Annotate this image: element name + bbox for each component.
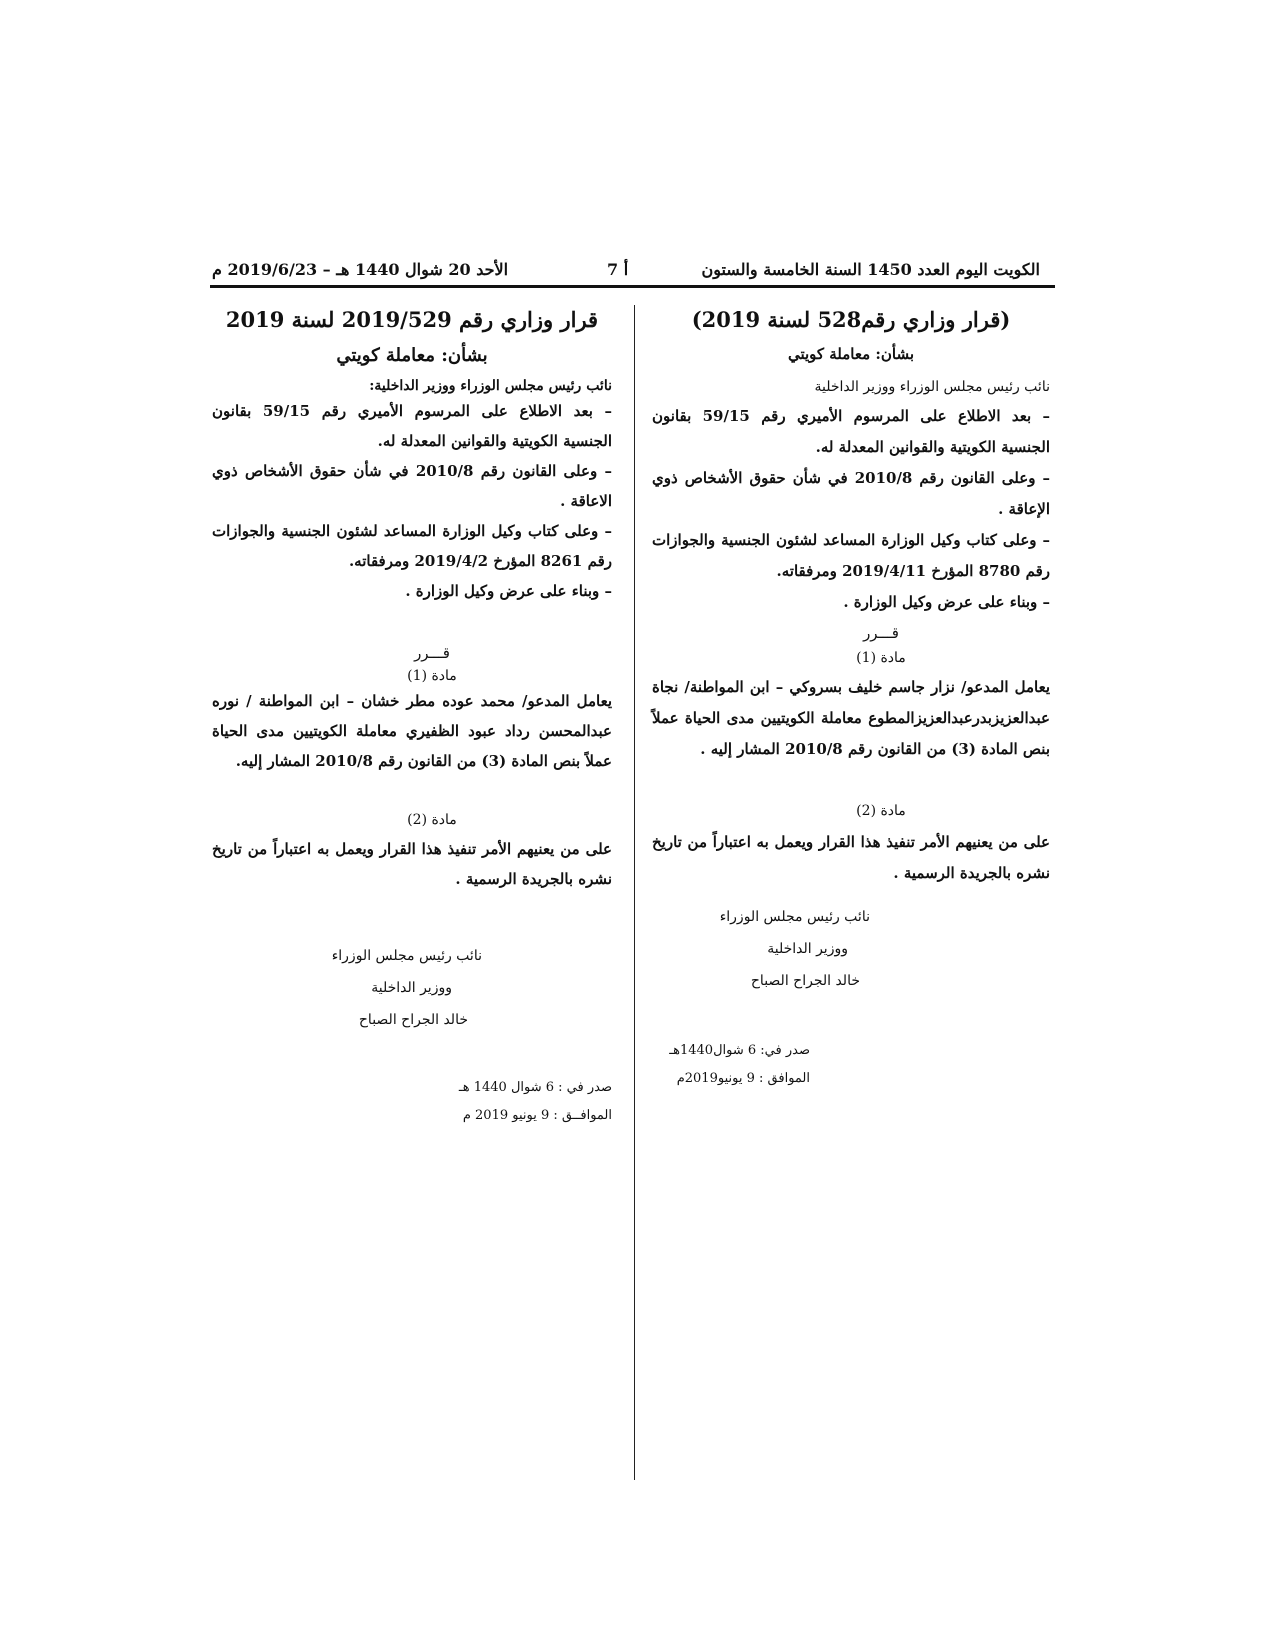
- article-2-heading: مادة (2): [407, 812, 457, 828]
- header-rule: [210, 285, 1055, 288]
- issue-date-block: [652, 1037, 1050, 1093]
- issue-date-block: [212, 1074, 612, 1130]
- preamble-item: – بعد الاطلاع على المرسوم الأميري رقم 59/15 بقانون الجنسية الكويتية والقوانين المعدلة له.: [652, 407, 1051, 456]
- decided-heading: قـــرر: [414, 644, 450, 662]
- signatory-title: ووزير الداخلية: [371, 980, 452, 996]
- preamble-item: – وبناء على عرض وكيل الوزارة .: [843, 593, 1050, 611]
- decision-subject: بشأن: معاملة كويتي: [787, 345, 915, 363]
- preamble-item: – وعلى كتاب وكيل الوزارة المساعد لشئون الجنسية والجوازات رقم 8780 المؤرخ 2019/4/11 ومرفقاته.: [652, 531, 1050, 580]
- preamble-item: – وعلى كتاب وكيل الوزارة المساعد لشئون الجنسية والجوازات رقم 8261 المؤرخ 2019/4/2 ومرفقاته.: [212, 522, 612, 570]
- issue-date-gregorian: الموافــق : 9 يونيو 2019 م: [462, 1108, 612, 1123]
- preamble-item: – وعلى القانون رقم 2010/8 في شأن حقوق الأشخاص ذوي الاعاقة .: [212, 462, 612, 510]
- issue-date-gregorian: الموافق : 9 يونيو2019م: [676, 1071, 810, 1086]
- decision-title: (قرار وزاري رقم528 لسنة 2019): [691, 307, 1011, 332]
- page-number: أ 7: [607, 260, 629, 279]
- article-1-heading: مادة (1): [407, 668, 457, 684]
- decision-title: قرار وزاري رقم 2019/529 لسنة 2019: [225, 307, 599, 332]
- signature-block: [212, 940, 612, 1036]
- signature-block: [652, 901, 1050, 997]
- decision-preamble: [212, 396, 612, 606]
- signatory-title: نائب رئيس مجلس الوزراء: [719, 909, 870, 925]
- preamble-item: – وبناء على عرض وكيل الوزارة .: [405, 582, 612, 600]
- publication-issue-label: الكويت اليوم العدد 1450 السنة الخامسة والستون: [701, 260, 1040, 279]
- decision-529-column: [212, 305, 612, 1130]
- article-1-heading: مادة (1): [856, 650, 906, 666]
- publication-date: الأحد 20 شوال 1440 هـ – 2019/6/23 م: [212, 260, 509, 279]
- signatory-title: نائب رئيس مجلس الوزراء: [331, 948, 482, 964]
- article-2-text: على من يعنيهم الأمر تنفيذ هذا القرار ويعمل به اعتباراً من تاريخ نشره بالجريدة الرسمية .: [652, 833, 1050, 882]
- decision-subject: بشأن: معاملة كويتي: [336, 345, 488, 366]
- decision-authority: نائب رئيس مجلس الوزراء ووزير الداخلية:: [369, 378, 612, 394]
- preamble-item: – بعد الاطلاع على المرسوم الأميري رقم 59/15 بقانون الجنسية الكويتية والقوانين المعدلة له.: [212, 402, 613, 450]
- issue-date-hijri: صدر في: 6 شوال1440هـ: [669, 1043, 810, 1058]
- signatory-name: خالد الجراح الصباح: [750, 973, 860, 989]
- column-divider: [634, 305, 635, 1480]
- article-1-text: يعامل المدعو/ محمد عوده مطر خشان – ابن المواطنة / نوره عبدالمحسن رداد عبود الظفيري معاملة الكويتيين مدى الحياة عملاً بنص المادة (3) من القانون رقم 2010/8 المشار إليه.: [212, 692, 612, 770]
- decision-528-column: [652, 305, 1050, 1093]
- preamble-item: – وعلى القانون رقم 2010/8 في شأن حقوق الأشخاص ذوي الإعاقة .: [652, 469, 1050, 518]
- decision-authority: نائب رئيس مجلس الوزراء ووزير الداخلية: [814, 379, 1050, 395]
- gazette-header: [212, 260, 1050, 284]
- article-1-text: يعامل المدعو/ نزار جاسم خليف بسروكي – ابن المواطنة/ نجاة عبدالعزيزبدرعبدالعزيزالمطوع معاملة الكويتيين مدى الحياة عملاً بنص المادة (3) من القانون رقم 2010/8 المشار إليه .: [652, 678, 1050, 758]
- signatory-title: ووزير الداخلية: [767, 941, 848, 957]
- decision-preamble: [652, 401, 1050, 618]
- article-2-text: على من يعنيهم الأمر تنفيذ هذا القرار ويعمل به اعتباراً من تاريخ نشره بالجريدة الرسمية .: [212, 840, 612, 888]
- signatory-name: خالد الجراح الصباح: [358, 1012, 468, 1028]
- decided-heading: قـــرر: [863, 624, 899, 642]
- issue-date-hijri: صدر في : 6 شوال 1440 هـ: [458, 1080, 612, 1095]
- article-2-heading: مادة (2): [856, 803, 906, 819]
